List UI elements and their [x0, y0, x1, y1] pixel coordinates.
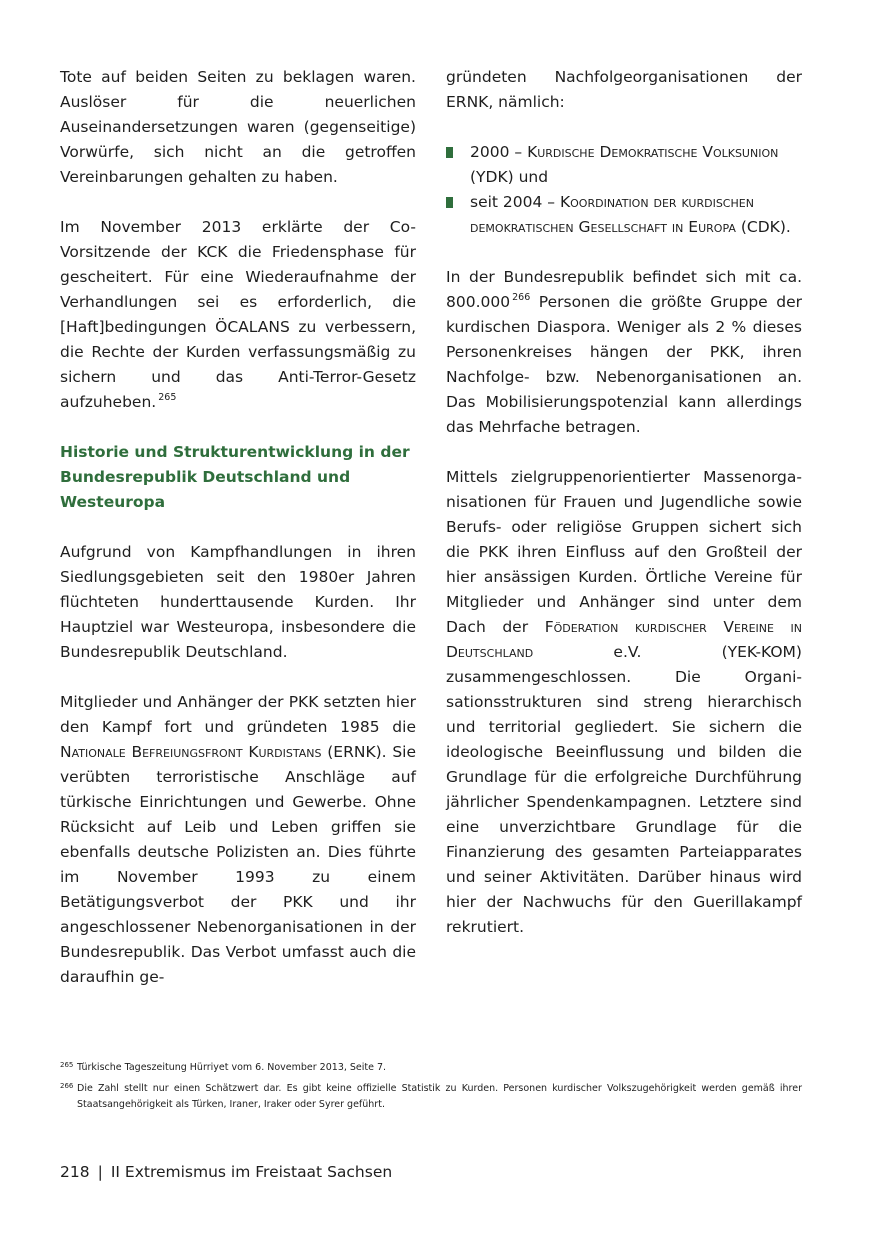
footnote-number: 265 [60, 1061, 74, 1069]
paragraph: gründeten Nachfolgeorganisationen der ERNK, nämlich: [446, 68, 802, 111]
section-title: II Extremismus im Freistaat Sachsen [110, 1163, 393, 1181]
paragraph: Tote auf beiden Seiten zu beklagen waren. Auslöser für die neuerlichen Auseinandersetzungen waren (gegenseitige) Vorwürfe, sich nicht an die getroffen Vereinbarungen gehalten zu haben. [60, 68, 416, 186]
footnote: 266 Die Zahl stellt nur einen Schätzwert dar. Es gibt keine offizielle Statistik zu Kurden. Personen kurdischer Volkszugehörigkeit werden gemäß ihrer Staatsangehörigkeit als Türken, Iraner, Iraker oder Syrer geführt. [60, 1081, 802, 1113]
footnote-number: 266 [60, 1082, 74, 1090]
paragraph: Aufgrund von Kampfhandlungen in ihren Siedlungsgebieten seit den 1980er Jahren flüchteten hunderttausende Kurden. Ihr Hauptziel war Westeuropa, insbesondere die Bundesrepublik Deutschland. [60, 543, 416, 661]
paragraph: Mittels zielgruppenorientierter Massenorganisationen für Frauen und Jugendliche sowie Berufs- oder religiöse Gruppen sichert sich die PKK ihren Einfluss auf den Großteil der hier ansässigen Kurden. Örtliche Vereine für Mitglieder und Anhänger sind unter dem Dach der Föderation kurdischer Vereine in Deutschland e.V. (YEK-KOM) zusammengeschlossen. Die Organisationsstrukturen sind streng hierarchisch und territorial gegliedert. Sie sichern die ideologische Beeinflussung und bilden die Grundlage für die erfolgreiche Durchführung jährlicher Spendenkampagnen. Letztere sind eine unverzichtbare Grundlage für die Finanzierung des gesamten Parteiapparates und seiner Aktivitäten. Darüber hinaus wird hier der Nachwuchs für den Guerillakampf rekrutiert. [446, 468, 802, 936]
list-item: 2000 – Kurdische Demokratische Volksunion (YDK) und [446, 140, 802, 190]
footer-separator: | [97, 1163, 103, 1181]
organization-name: Föderation kurdischer Vereine in Deutschland [446, 618, 802, 661]
footnote-ref: 265 [158, 392, 177, 403]
square-bullet-icon [446, 197, 453, 208]
right-column [446, 65, 802, 940]
paragraph: Mitglieder und Anhänger der PKK setzten hier den Kampf fort und gründeten 1985 die Nationale Befreiungsfront Kurdistans (ERNK). Sie verübten terroristische Anschläge auf türkische Einrichtungen und Gewerbe. Ohne Rücksicht auf Leib und Leben griffen sie ebenfalls deutsche Polizisten an. Dies führte im November 1993 zu einem Betätigungsverbot der PKK und ihr angeschlossener Nebenorganisationen in der Bundesrepublik. Das Verbot umfasst auch die daraufhin ge- [60, 693, 417, 986]
paragraph: Im November 2013 erklärte der Co-Vorsitzende der KCK die Friedensphase für gescheitert. Für eine Wiederaufnahme der Verhandlungen sei es erforderlich, die [Haft]bedingungen ÖCALANS zu verbessern, die Rechte der Kurden verfassungsmäßig zu sichern und das Anti-Terror-Gesetz aufzuheben. $^{265}$ [60, 218, 416, 411]
bullet-list [446, 140, 802, 240]
organization-name: Nationale Befreiungsfront Kurdistans [60, 743, 322, 761]
section-heading: Historie und Strukturentwicklung in der Bundesrepublik Deutschland und Westeuropa [60, 443, 410, 511]
square-bullet-icon [446, 147, 453, 158]
organization-name: Kurdische Demokratische Volksunion [527, 143, 779, 161]
footnote-ref: 266 [512, 292, 531, 303]
footnotes [60, 1060, 802, 1118]
paragraph: In der Bundesrepublik befindet sich mit ca. 800.000 $^{266}$ Personen die größte Gruppe der kurdischen Diaspora. Weniger als 2 % dieses Personenkreises hängen der PKK, ihren Nachfolge- bzw. Nebenorganisationen an. Das Mobilisierungspotenzial kann allerdings das Mehrfache betragen. [446, 268, 802, 436]
organization-name: Koordination der kurdischen demokratischen Gesellschaft in Europa [470, 193, 754, 236]
page-footer [60, 1160, 392, 1185]
footnote: 265 Türkische Tageszeitung Hürriyet vom 6. November 2013, Seite 7. [60, 1060, 802, 1076]
page-number: 218 [60, 1163, 90, 1181]
left-column [60, 65, 416, 990]
list-item: seit 2004 – Koordination der kurdischen demokratischen Gesellschaft in Europa (CDK). [446, 190, 802, 240]
